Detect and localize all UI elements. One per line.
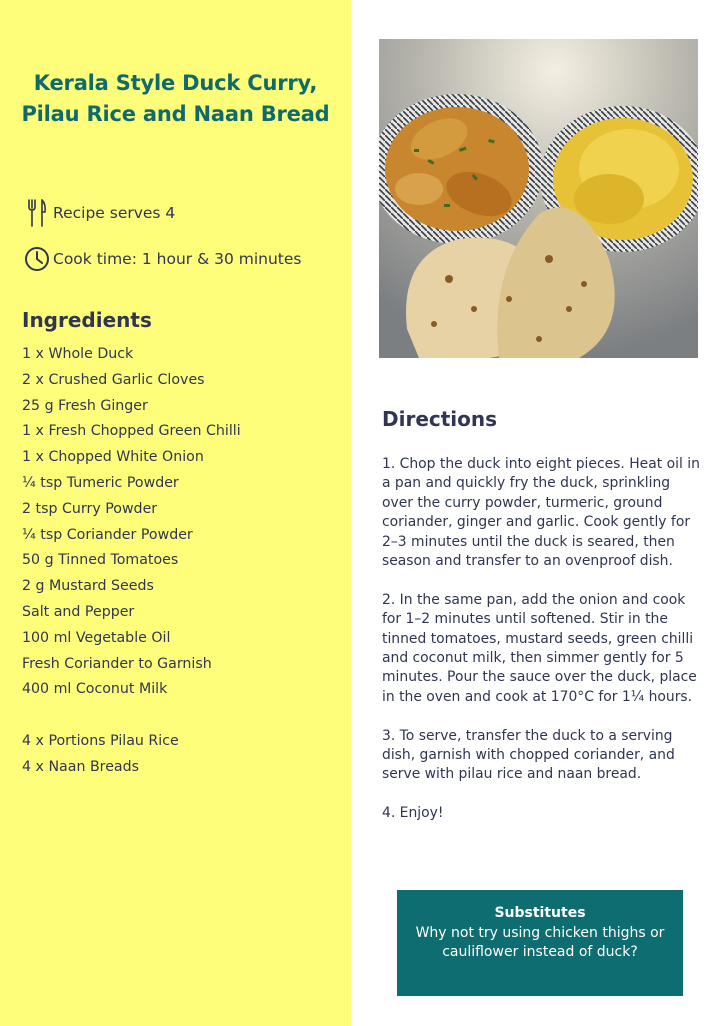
- dish-photo: [379, 39, 698, 358]
- extra-item: 4 x Portions Pilau Rice: [22, 732, 179, 749]
- list-spacer: [22, 705, 241, 731]
- ingredient-item: 2 tsp Curry Powder: [22, 500, 158, 517]
- substitutes-text: Why not try using chicken thighs or cauliflower instead of duck?: [415, 924, 665, 960]
- serves-text: Recipe serves 4: [53, 204, 176, 222]
- ingredients-heading: Ingredients: [22, 308, 152, 332]
- direction-step: 3. To serve, transfer the duck to a serving dish, garnish with chopped coriander, and serve with pilau rice and naan bread.: [382, 727, 675, 783]
- recipe-title: [0, 68, 351, 130]
- directions-body: [382, 455, 700, 843]
- ingredient-item: 100 ml Vegetable Oil: [22, 629, 171, 646]
- directions-heading: Directions: [382, 407, 498, 431]
- direction-step: 1. Chop the duck into eight pieces. Heat oil in a pan and quickly fry the duck, sprinkling over the curry powder, turmeric, ground coriander, ginger and garlic. Cook gently for 2–3 minutes until the duck is seared, then season and transfer to an ovenproof dish.: [382, 456, 700, 570]
- cutlery-icon: [24, 199, 50, 227]
- serves-row: [24, 199, 175, 227]
- ingredient-item: 1 x Chopped White Onion: [22, 449, 204, 466]
- ingredient-item: 2 x Crushed Garlic Cloves: [22, 371, 205, 388]
- recipe-title-line-1: Kerala Style Duck Curry,: [33, 71, 318, 95]
- ingredient-item: 400 ml Coconut Milk: [22, 681, 168, 698]
- ingredient-item: ¼ tsp Tumeric Powder: [22, 474, 179, 491]
- ingredient-item: 1 x Fresh Chopped Green Chilli: [22, 423, 241, 440]
- ingredient-item: 2 g Mustard Seeds: [22, 578, 154, 595]
- clock-icon: [24, 245, 50, 273]
- extra-item: 4 x Naan Breads: [22, 758, 140, 775]
- cook-time-text: Cook time: 1 hour & 30 minutes: [53, 250, 302, 268]
- recipe-title-line-2: Pilau Rice and Naan Bread: [21, 102, 330, 126]
- ingredient-item: 50 g Tinned Tomatoes: [22, 552, 179, 569]
- ingredients-list: [22, 344, 241, 783]
- ingredient-item: 25 g Fresh Ginger: [22, 397, 148, 414]
- ingredient-item: ¼ tsp Coriander Powder: [22, 526, 193, 543]
- ingredient-item: Salt and Pepper: [22, 603, 135, 620]
- direction-step: 4. Enjoy!: [382, 805, 444, 822]
- direction-step: 2. In the same pan, add the onion and cook for 1–2 minutes until softened. Stir in the tinned tomatoes, mustard seeds, green chilli and coconut milk, then simmer gently for 5 minutes. Pour the sauce over the duck, place in the oven and cook at 170°C for 1¼ hours.: [382, 591, 697, 705]
- left-panel: [0, 0, 351, 1026]
- ingredient-item: 1 x Whole Duck: [22, 346, 134, 362]
- cook-time-row: [24, 245, 301, 273]
- substitutes-title: Substitutes: [494, 905, 586, 921]
- substitutes-box: [397, 890, 683, 996]
- ingredient-item: Fresh Coriander to Garnish: [22, 655, 212, 672]
